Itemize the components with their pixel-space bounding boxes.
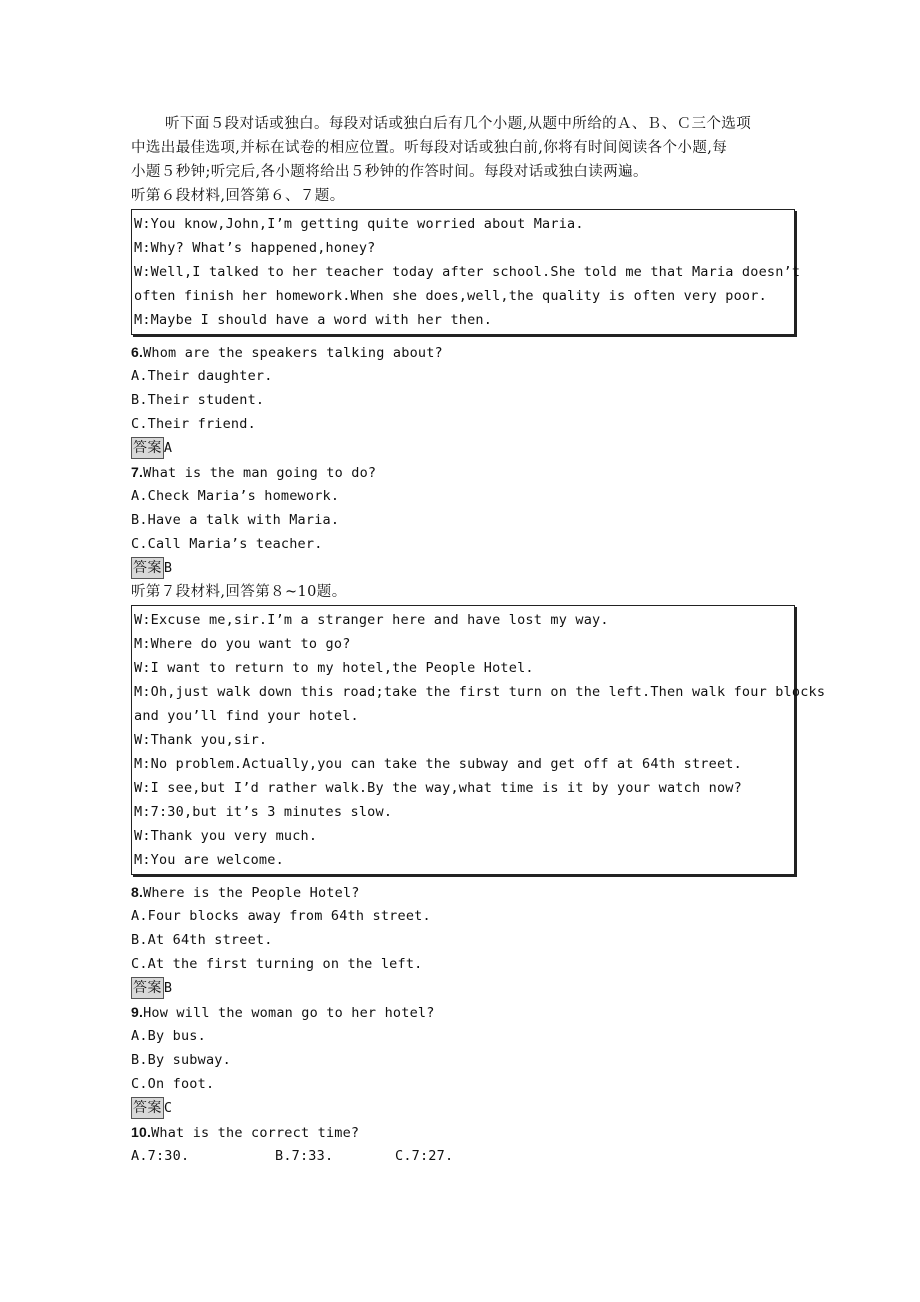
- answer-tag: 答案: [131, 557, 164, 579]
- answer-row: [131, 556, 801, 580]
- dialogue-line: M:Where do you want to go?: [134, 636, 351, 652]
- dialogue-line: often finish her homework.When she does,well,the quality is often very poor.: [134, 288, 767, 304]
- question-text: How will the woman go to her hotel?: [143, 1005, 435, 1021]
- answer-tag: 答案: [131, 437, 164, 459]
- answer-row: [131, 436, 801, 460]
- question-text: Whom are the speakers talking about?: [143, 345, 443, 361]
- dialogue-line: M:Oh,just walk down this road;take the first turn on the left.Then walk four blocks: [134, 684, 826, 700]
- dialogue-line: M:7:30,but it’s 3 minutes slow.: [134, 804, 393, 820]
- section-7-transcript-box: [131, 605, 826, 875]
- dialogue-line: W:Excuse me,sir.I’m a stranger here and have lost my way.: [134, 612, 609, 628]
- option-c: C.7:27.: [395, 1148, 454, 1164]
- question-number: 9.: [131, 1004, 144, 1020]
- dialogue-line: W:I want to return to my hotel,the People Hotel.: [134, 660, 534, 676]
- dialogue-line: W:Thank you very much.: [134, 828, 318, 844]
- option-a: A.Four blocks away from 64th street.: [131, 908, 431, 924]
- question-number: 6.: [131, 344, 144, 360]
- option-a: A.Check Maria’s homework.: [131, 488, 340, 504]
- question-10: [131, 1120, 801, 1144]
- instructions-line-3: 小题５秒钟;听完后,各小题将给出５秒钟的作答时间。每段对话或独白读两遍。: [131, 164, 648, 180]
- dialogue-line: and you’ll find your hotel.: [134, 708, 359, 724]
- option-a: A.7:30.: [131, 1148, 190, 1164]
- section-6-header: 听第６段材料,回答第６、７题。: [131, 188, 345, 204]
- question-7: [131, 460, 801, 484]
- option-a: A.By bus.: [131, 1028, 206, 1044]
- answer-value: A: [163, 440, 173, 456]
- answer-tag: 答案: [131, 1097, 164, 1119]
- dialogue-line: M:Why? What’s happened,honey?: [134, 240, 376, 256]
- question-text: Where is the People Hotel?: [143, 885, 360, 901]
- option-a: A.Their daughter.: [131, 368, 273, 384]
- question-text: What is the correct time?: [151, 1125, 360, 1141]
- dialogue-line: M:Maybe I should have a word with her then.: [134, 312, 493, 328]
- answer-row: [131, 1096, 801, 1120]
- question-number: 8.: [131, 884, 144, 900]
- option-c: C.Call Maria’s teacher.: [131, 536, 323, 552]
- answer-row: [131, 976, 801, 1000]
- dialogue-line: W:Thank you,sir.: [134, 732, 268, 748]
- question-9: [131, 1000, 801, 1024]
- question-number: 7.: [131, 464, 144, 480]
- options-row: [131, 1144, 801, 1168]
- answer-value: B: [163, 560, 173, 576]
- answer-value: C: [163, 1100, 173, 1116]
- option-b: B.By subway.: [131, 1052, 231, 1068]
- option-c: C.At the first turning on the left.: [131, 956, 423, 972]
- instructions-line-2: 中选出最佳选项,并标在试卷的相应位置。听每段对话或独白前,你将有时间阅读各个小题,每: [131, 140, 728, 156]
- dialogue-line: M:No problem.Actually,you can take the subway and get off at 64th street.: [134, 756, 742, 772]
- question-text: What is the man going to do?: [143, 465, 377, 481]
- dialogue-line: M:You are welcome.: [134, 852, 284, 868]
- question-8: [131, 880, 801, 904]
- question-number: 10.: [131, 1124, 152, 1140]
- option-b: B.At 64th street.: [131, 932, 273, 948]
- dialogue-line: W:Well,I talked to her teacher today after school.She told me that Maria doesn’t: [134, 264, 801, 280]
- option-c: C.Their friend.: [131, 416, 256, 432]
- dialogue-line: W:I see,but I’d rather walk.By the way,what time is it by your watch now?: [134, 780, 742, 796]
- document-page: [131, 112, 826, 1168]
- instructions-line-1: 听下面５段对话或独白。每段对话或独白后有几个小题,从题中所给的Ａ、Ｂ、Ｃ三个选项: [165, 116, 752, 132]
- section-6-transcript-box: [131, 209, 801, 335]
- dialogue-line: W:You know,John,I’m getting quite worried about Maria.: [134, 216, 584, 232]
- option-b: B.Their student.: [131, 392, 265, 408]
- option-c: C.On foot.: [131, 1076, 215, 1092]
- answer-tag: 答案: [131, 977, 164, 999]
- section-7-header: 听第７段材料,回答第８~10题。: [131, 584, 347, 600]
- option-b: B.Have a talk with Maria.: [131, 512, 340, 528]
- option-b: B.7:33.: [275, 1148, 334, 1164]
- answer-value: B: [163, 980, 173, 996]
- question-6: [131, 340, 801, 364]
